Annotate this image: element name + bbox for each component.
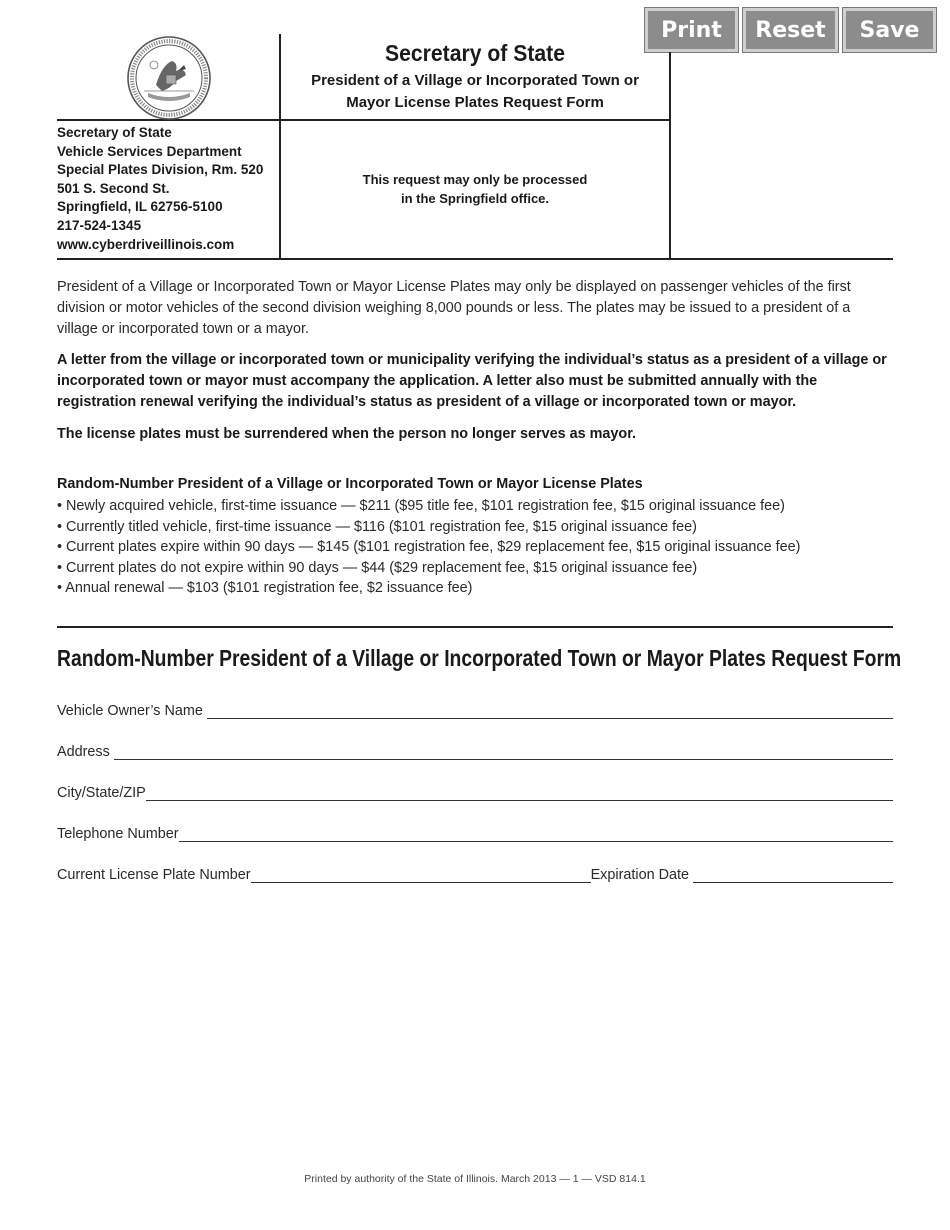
owner-name-label: Vehicle Owner’s Name <box>57 703 203 719</box>
form-subtitle-line2: Mayor License Plates Request Form <box>346 94 604 111</box>
form-subtitle-line1: President of a Village or Incorporated Town or <box>311 72 639 89</box>
reset-button[interactable]: Reset <box>743 8 838 52</box>
office-address <box>57 124 263 254</box>
expiration-field[interactable] <box>693 866 893 883</box>
telephone-label: Telephone Number <box>57 826 179 842</box>
request-form-title: Random-Number President of a Village or Incorporated Town or Mayor Plates Request Form <box>57 645 902 671</box>
address-line: 501 S. Second St. <box>57 180 170 196</box>
processing-note <box>280 170 670 208</box>
section-divider <box>57 626 893 628</box>
address-row <box>57 738 893 760</box>
fees-heading: Random-Number President of a Village or Incorporated Town or Mayor License Plates <box>57 476 643 492</box>
processing-note-line1: This request may only be processed <box>362 172 588 187</box>
telephone-field[interactable] <box>179 825 893 842</box>
fee-item: • Current plates do not expire within 90 days — $44 ($29 replacement fee, $15 original issuance fee) <box>57 559 698 576</box>
address-label: Address <box>57 744 110 760</box>
owner-name-row <box>57 697 893 719</box>
fee-list <box>57 496 800 599</box>
owner-name-field[interactable] <box>207 702 893 719</box>
expiration-label: Expiration Date <box>590 867 689 883</box>
processing-note-line2: in the Springfield office. <box>400 191 550 206</box>
footer-text: Printed by authority of the State of Illinois. March 2013 — 1 — VSD 814.1 <box>304 1173 646 1185</box>
fee-item: • Newly acquired vehicle, first-time issuance — $211 ($95 title fee, $101 registration fee, $15 original issuance fee) <box>57 498 785 514</box>
city-state-zip-field[interactable] <box>146 784 893 801</box>
address-line: Springfield, IL 62756-5100 <box>57 199 223 215</box>
office-phone: 217-524-1345 <box>57 217 142 233</box>
form-subtitle <box>280 70 670 114</box>
address-line: Special Plates Division, Rm. 520 <box>57 162 264 178</box>
header-divider-left <box>279 34 281 259</box>
fee-item: • Currently titled vehicle, first-time issuance — $116 ($101 registration fee, $15 original issuance fee) <box>57 518 697 535</box>
fee-item: • Annual renewal — $103 ($101 registration fee, $2 issuance fee) <box>57 580 473 596</box>
city-state-zip-label: City/State/ZIP <box>57 785 146 801</box>
header-bottom-rule <box>57 258 893 260</box>
illinois-state-seal-icon <box>126 35 212 121</box>
plate-number-row <box>57 861 893 883</box>
save-button[interactable]: Save <box>843 8 936 52</box>
letter-requirement-paragraph: A letter from the village or incorporated town or municipality verifying the individual’s status as a president of a village or incorporated town or mayor must accompany the application. A letter also must be submitted annually with the registration renewal verifying the individual’s status as president of a village or incorporated town or mayor. <box>57 352 887 410</box>
print-button[interactable]: Print <box>645 8 738 52</box>
plate-number-field[interactable] <box>251 866 591 883</box>
page-title: Secretary of State <box>385 40 565 66</box>
plate-number-label: Current License Plate Number <box>57 867 251 883</box>
address-line: Vehicle Services Department <box>57 143 242 159</box>
address-field[interactable] <box>114 743 893 760</box>
surrender-notice: The license plates must be surrendered when the person no longer serves as mayor. <box>57 426 637 442</box>
address-line: Secretary of State <box>57 125 172 140</box>
office-website: www.cyberdriveillinois.com <box>57 236 235 252</box>
city-state-zip-row <box>57 779 893 801</box>
fee-item: • Current plates expire within 90 days — $145 ($101 registration fee, $29 replacement fee, $15 original issuance fee) <box>57 539 801 555</box>
eligibility-paragraph: President of a Village or Incorporated Town or Mayor License Plates may only be displayed on passenger vehicles of the first division or motor vehicles of the second division weighing 8,000 pounds or less. The plates may be issued to a president of a village or incorporated town or a mayor. <box>57 279 851 337</box>
telephone-row <box>57 820 893 842</box>
